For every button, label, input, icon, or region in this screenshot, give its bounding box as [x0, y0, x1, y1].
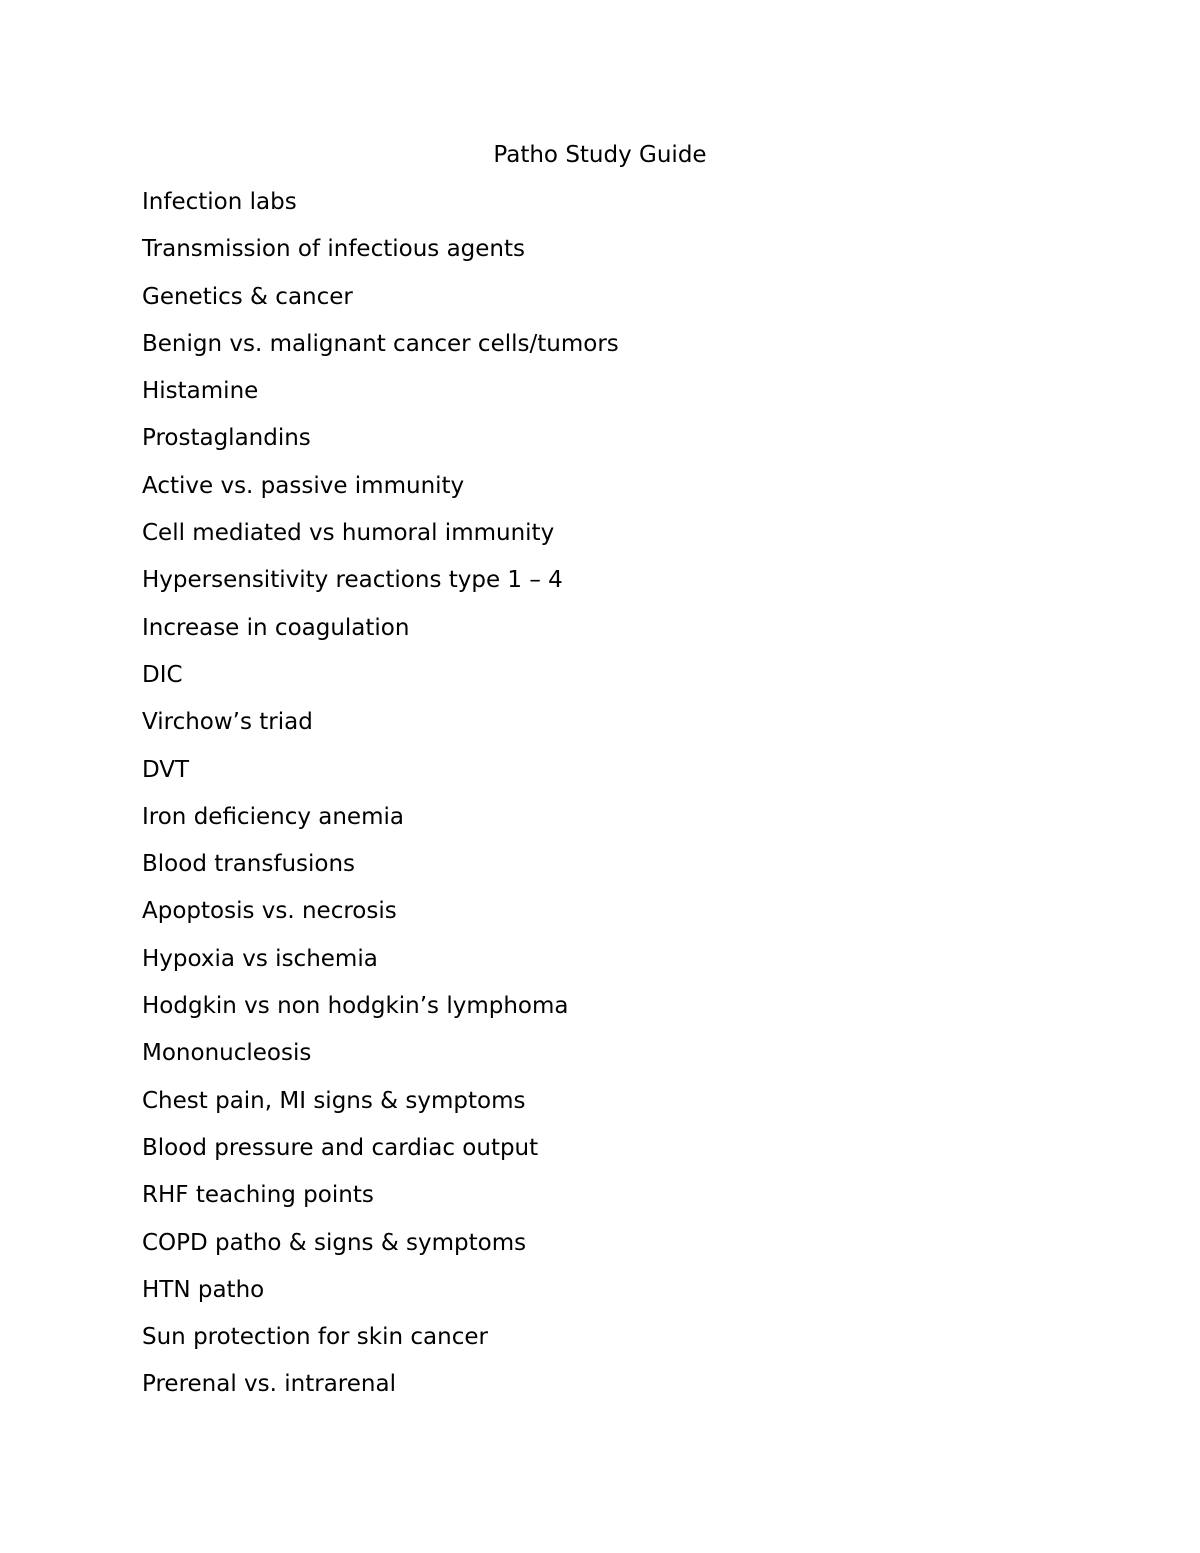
list-item: Iron deficiency anemia: [142, 803, 404, 830]
list-item: DIC: [142, 661, 183, 688]
list-item: HTN patho: [142, 1276, 265, 1303]
list-item: Active vs. passive immunity: [142, 472, 465, 499]
list-item: Transmission of infectious agents: [142, 236, 526, 263]
list-item: Virchow’s triad: [142, 709, 313, 736]
list-item: Genetics & cancer: [142, 283, 353, 310]
list-item: Blood pressure and cardiac output: [142, 1134, 539, 1161]
document-title: Patho Study Guide: [493, 142, 707, 168]
list-item: Hypoxia vs ischemia: [142, 945, 378, 972]
list-item: Hypersensitivity reactions type 1 – 4: [142, 567, 563, 594]
list-item: Blood transfusions: [142, 851, 356, 878]
list-item: Mononucleosis: [142, 1040, 312, 1067]
list-item: Increase in coagulation: [142, 614, 410, 641]
list-item: Benign vs. malignant cancer cells/tumors: [142, 330, 619, 357]
list-item: Cell mediated vs humoral immunity: [142, 520, 555, 547]
list-item: RHF teaching points: [142, 1182, 374, 1209]
list-item: Hodgkin vs non hodgkin’s lymphoma: [142, 993, 569, 1020]
list-item: DVT: [142, 756, 190, 783]
list-item: Apoptosis vs. necrosis: [142, 898, 397, 925]
list-item: COPD patho & signs & symptoms: [142, 1229, 527, 1256]
list-item: Chest pain, MI signs & symptoms: [142, 1087, 526, 1114]
topic-list: [142, 185, 619, 1415]
list-item: Infection labs: [142, 189, 297, 215]
list-item: Sun protection for skin cancer: [142, 1324, 488, 1351]
list-item: Prerenal vs. intrarenal: [142, 1371, 396, 1398]
list-item: Prostaglandins: [142, 425, 311, 452]
list-item: Histamine: [142, 378, 259, 405]
